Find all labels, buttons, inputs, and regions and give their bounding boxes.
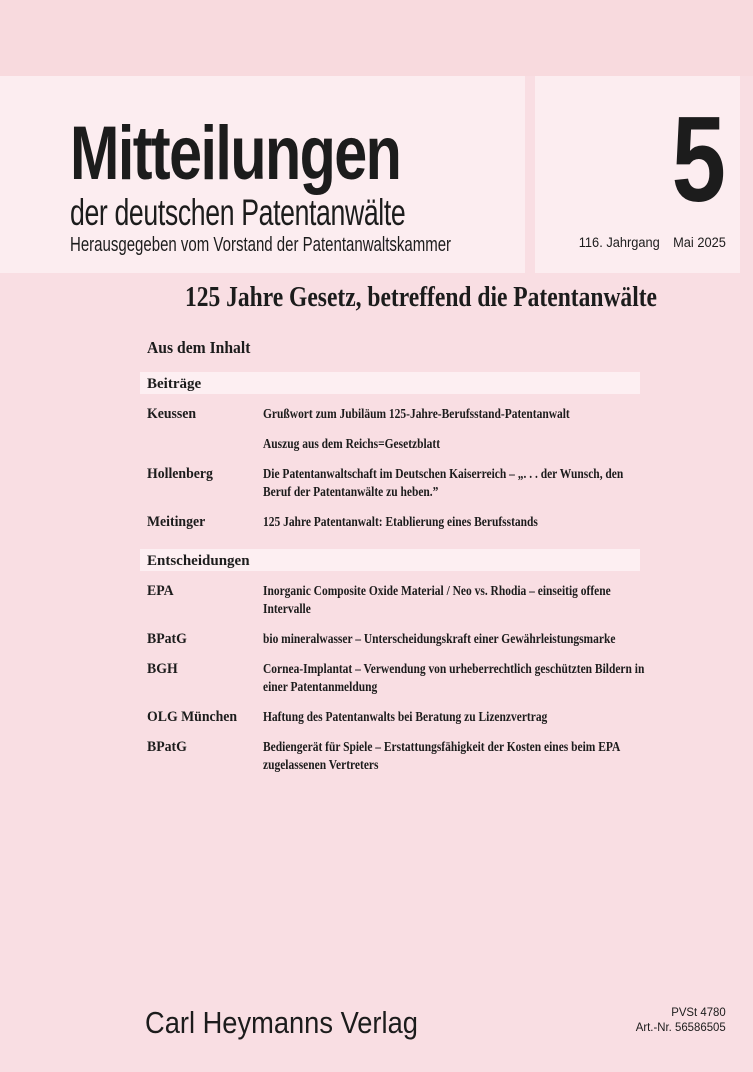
table-row	[147, 630, 707, 648]
row-topic: Grußwort zum Jubiläum 125-Jahre-Berufsstand-Patentanwalt	[263, 406, 570, 421]
row-source	[147, 435, 254, 453]
section-title: Beiträge	[147, 376, 202, 392]
masthead-panel	[0, 76, 525, 273]
row-topic: Die Patentanwaltschaft im Deutschen Kaiserreich – „. . . der Wunsch, den Beruf der Patentanwälte zu heben.”	[263, 466, 624, 499]
row-source: Meitinger	[147, 514, 206, 530]
footer-codes	[636, 1005, 726, 1035]
issue-meta	[579, 236, 726, 250]
contents-label: Aus dem Inhalt	[147, 338, 251, 357]
cover-headline: 125 Jahre Gesetz, betreffend die Patentanwälte	[184, 282, 658, 313]
publisher-line: Herausgegeben vom Vorstand der Patentanwaltskammer	[70, 234, 452, 256]
cover-headline-wrap	[140, 282, 658, 314]
row-topic: Bediengerät für Spiele – Erstattungsfähigkeit der Kosten eines beim EPA zugelassenen Vertreters	[263, 739, 621, 772]
row-source: OLG München	[147, 709, 238, 725]
row-source: BPatG	[147, 739, 187, 755]
section-band-entscheidungen	[140, 549, 640, 571]
volume-label: 116. Jahrgang	[578, 234, 660, 250]
row-source: Keussen	[147, 406, 197, 422]
table-row	[147, 660, 707, 696]
table-row	[147, 405, 707, 423]
table-row	[147, 513, 707, 531]
article-number: Art.-Nr. 56586505	[636, 1020, 726, 1034]
table-row	[147, 708, 707, 726]
table-row	[147, 738, 707, 774]
postal-id: PVSt 4780	[671, 1005, 726, 1019]
issue-date: Mai 2025	[673, 234, 726, 250]
section-title: Entscheidungen	[147, 553, 250, 569]
issue-number: 5	[671, 91, 726, 227]
row-source: BGH	[147, 661, 178, 677]
publisher-name: Carl Heymanns Verlag	[145, 1005, 418, 1040]
table-row	[147, 465, 707, 501]
row-topic: 125 Jahre Patentanwalt: Etablierung eines Berufsstands	[263, 514, 538, 529]
top-color-strip	[0, 0, 753, 76]
row-topic: bio mineralwasser – Unterscheidungskraft einer Gewährleistungsmarke	[263, 631, 616, 646]
row-source: BPatG	[147, 631, 187, 647]
row-source: EPA	[147, 583, 174, 599]
issue-panel	[535, 76, 740, 273]
row-source: Hollenberg	[147, 466, 213, 482]
journal-subtitle: der deutschen Patentanwälte	[70, 192, 406, 233]
journal-title: Mitteilungen	[70, 111, 401, 196]
entscheidungen-rows	[147, 582, 707, 786]
table-row	[147, 582, 707, 618]
row-topic: Cornea-Implantat – Verwendung von urheberrechtlich geschützten Bildern in einer Patentanmeldung	[263, 661, 645, 694]
table-row	[147, 435, 707, 453]
row-topic: Auszug aus dem Reichs=Gesetzblatt	[263, 436, 441, 451]
beitraege-rows	[147, 405, 707, 543]
section-band-beitraege	[140, 372, 640, 394]
row-topic: Haftung des Patentanwalts bei Beratung zu Lizenzvertrag	[263, 709, 548, 724]
row-topic: Inorganic Composite Oxide Material / Neo vs. Rhodia – einseitig offene Intervalle	[263, 583, 611, 616]
